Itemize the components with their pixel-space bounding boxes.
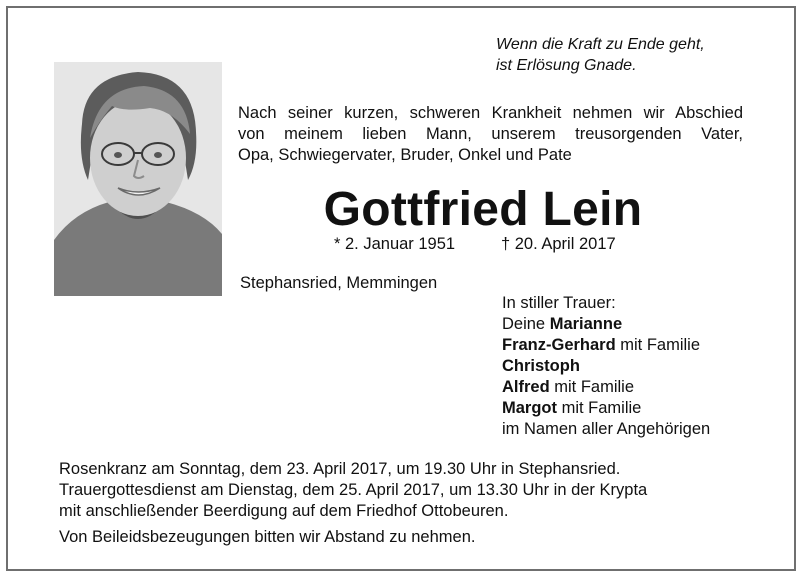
- mourners-closing: im Namen aller Angehörigen: [502, 420, 711, 438]
- service-line-2: Trauergottesdienst am Dienstag, dem 25. April 2017, um 13.30 Uhr in der Krypta: [59, 481, 648, 499]
- epigraph-quote: [496, 34, 705, 76]
- epigraph-line-2: ist Erlösung Gnade.: [496, 57, 637, 74]
- mourner-name: Franz-Gerhard: [502, 336, 616, 354]
- death-date: † 20. April 2017: [501, 235, 616, 253]
- mourner-name: Margot: [502, 399, 557, 417]
- mourner-child: [502, 335, 710, 356]
- service-line-1: Rosenkranz am Sonntag, dem 23. April 2017, um 19.30 Uhr in Stephansried.: [59, 460, 621, 478]
- mourner-name: Alfred: [502, 378, 550, 396]
- service-line-3: mit anschließender Beerdigung auf dem Friedhof Ottobeuren.: [59, 502, 509, 520]
- hometown: Stephansried, Memmingen: [240, 274, 438, 292]
- announcement-text: [238, 103, 743, 166]
- mourner-suffix: mit Familie: [549, 378, 635, 396]
- service-details: [59, 459, 647, 522]
- portrait-photo: [54, 62, 222, 296]
- mourner-child: [502, 356, 710, 377]
- announcement-line-3: Opa, Schwiegervater, Bruder, Onkel und Pate: [238, 146, 572, 164]
- mourners-list: [502, 293, 710, 440]
- wife-name: Marianne: [549, 315, 623, 333]
- portrait-image: [54, 62, 222, 296]
- mourner-name: Christoph: [502, 357, 580, 375]
- announcement-line-1: Nach seiner kurzen, schweren Krankheit nehmen wir Abschied: [238, 104, 743, 122]
- wife-prefix: Deine: [502, 315, 550, 333]
- condolence-request: Von Beileidsbezeugungen bitten wir Abstand zu nehmen.: [59, 528, 476, 546]
- mourner-wife: [502, 314, 710, 335]
- mourners-heading: In stiller Trauer:: [502, 294, 616, 312]
- announcement-line-2: von meinem lieben Mann, unserem treusorgenden Vater,: [238, 125, 743, 143]
- mourner-suffix: mit Familie: [557, 399, 642, 417]
- deceased-name: Gottfried Lein: [323, 183, 643, 236]
- mourner-suffix: mit Familie: [615, 336, 701, 354]
- mourner-child: [502, 398, 710, 419]
- birth-date: * 2. Januar 1951: [334, 235, 456, 253]
- epigraph-line-1: Wenn die Kraft zu Ende geht,: [496, 36, 705, 53]
- mourner-child: [502, 377, 710, 398]
